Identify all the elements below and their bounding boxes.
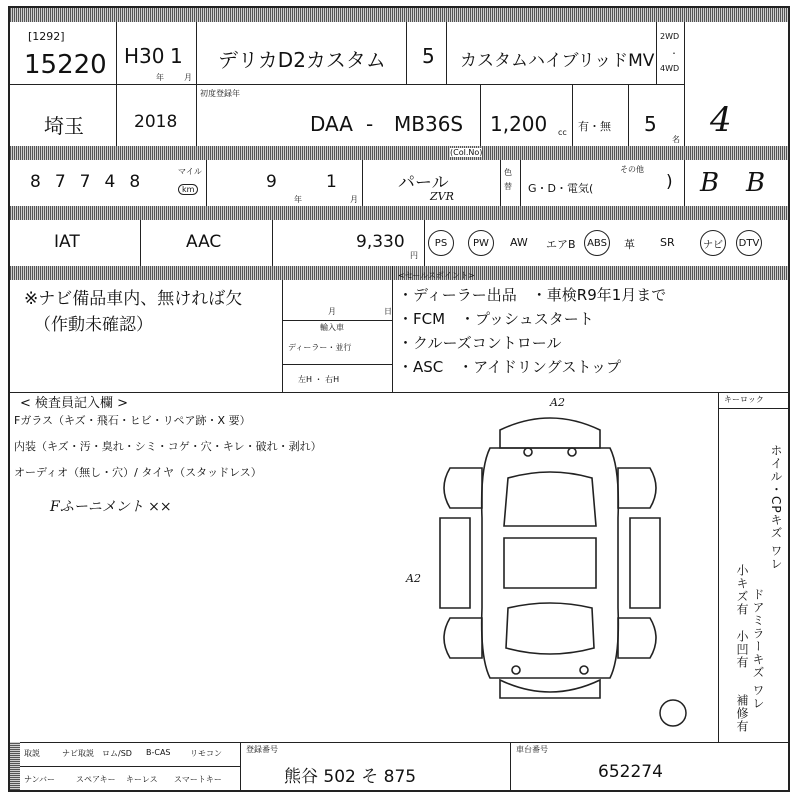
equipment-9: DTV bbox=[736, 230, 762, 256]
inspector-line-audio: オーディオ（無し・穴）/ タイヤ（スタッドレス） bbox=[14, 466, 262, 479]
side-note-dent: 小凹有 bbox=[735, 630, 749, 669]
smoking: 有・無 bbox=[578, 120, 611, 133]
sales-point-3: ・クルーズコントロール bbox=[398, 334, 562, 352]
year-era: H30 bbox=[124, 44, 165, 68]
equipment-1: PS bbox=[428, 230, 454, 256]
car-name: デリカD2カスタム bbox=[218, 48, 386, 72]
fuel-cap-circle bbox=[658, 698, 688, 728]
sales-points-title: <セールスポイント> bbox=[398, 271, 475, 280]
damage-note-left: A2 bbox=[406, 572, 421, 585]
inspector-title: < 検査員記入欄 > bbox=[20, 396, 129, 411]
drive-4wd: 4WD bbox=[660, 64, 680, 73]
exterior-grade: B bbox=[746, 168, 766, 198]
color-code-handwritten: ZVR bbox=[430, 190, 454, 203]
accessory-top-4: B-CAS bbox=[146, 748, 171, 757]
key-lock-label: キーロック bbox=[724, 395, 764, 404]
dealer-import: ディーラー・並行 bbox=[288, 343, 352, 352]
inspection-month: 1 bbox=[326, 172, 337, 192]
door-count: 5 bbox=[422, 44, 435, 68]
fuel-type: G・D・電気( bbox=[528, 182, 594, 195]
lot-label: [1292] bbox=[28, 30, 65, 43]
inspection-year: 9 bbox=[266, 172, 277, 192]
first-registration-year: 2018 bbox=[134, 112, 178, 132]
chassis-number: 652274 bbox=[598, 762, 663, 782]
note-line-2: （作動未確認） bbox=[34, 315, 153, 335]
transmission: IAT bbox=[54, 232, 80, 252]
auction-sheet: [1292] 15220 H30 1 年 月 デリカD2カスタム 5 カスタムハイブリッドMV 2WD ・ 4WD 4 埼玉 初度登録年 2018 DAA - MB36S 1,200 cc 有・無 5 名 87748 マイル km 9 年 1 月 (Col.No) パール ZVR 色替 その他 G・D・電気( ) B B IAT AAC 9,330 円 PS PW AW エアB ABS 革 SR ナビ DTV ※ナビ備品車内、無ければ欠 （作動未確認） 月 日 輸入車 ディーラー・並行 左H ・ 右H <セールスポイント> ・ディーラー出品 ・車検R9年1月まで ・FCM ・プッシュスタート ・クルーズコントロール ・ASC ・アイドリングストップ < 検査員記入欄 > Fガラス（キズ・飛石・ヒビ・リペア跡・X 要） 内装（キズ・汚・臭れ・シミ・コゲ・穴・キレ・破れ・剥れ） オーディオ（無し・穴）/ タイヤ（スタッドレス） Fふーニメント ×× A2 A2 キーロック ホイル・CPキズ ワレ ドアミラーキズ ワレ 小キズ有 小凹有 補修有 取説 ナビ取説 ロム/SD B-CAS リモコン ナンバー スペアキー キーレス スマートキー 登録番号 熊谷 502 そ 875 車台番号 652274 bbox=[8, 6, 790, 792]
damage-note-top: A2 bbox=[550, 396, 565, 409]
score: 4 bbox=[710, 100, 732, 140]
aircon: AAC bbox=[186, 232, 222, 252]
accessory-top-2: ナビ取説 bbox=[62, 749, 94, 758]
header-strip bbox=[10, 8, 788, 22]
model-prefix: DAA bbox=[310, 112, 353, 136]
handwritten-note: Fふーニメント ×× bbox=[50, 499, 172, 515]
side-note-repair: 補修有 bbox=[735, 694, 749, 733]
equipment-7: SR bbox=[660, 236, 675, 249]
side-note-mirror: ドアミラーキズ ワレ bbox=[751, 588, 765, 710]
equipment-4: エアB bbox=[546, 238, 576, 251]
drive-2wd: 2WD bbox=[660, 32, 680, 41]
inspector-line-interior: 内装（キズ・汚・臭れ・シミ・コゲ・穴・キレ・破れ・剥れ） bbox=[14, 440, 322, 453]
equipment-2: PW bbox=[468, 230, 494, 256]
steering-side: 左H ・ 右H bbox=[298, 375, 340, 384]
year-month: 1 bbox=[170, 44, 183, 68]
side-note-wheel: ホイル・CPキズ ワレ bbox=[769, 444, 783, 571]
interior-grade: B bbox=[700, 168, 720, 198]
color: パール bbox=[398, 173, 449, 193]
equipment-6: 革 bbox=[624, 238, 635, 251]
side-note-scratch: 小キズ有 bbox=[735, 564, 749, 616]
recycle-fee: 9,330 bbox=[356, 232, 405, 252]
equipment-5: ABS bbox=[584, 230, 610, 256]
accessory-bottom-1: ナンバー bbox=[24, 775, 56, 784]
sales-point-4: ・ASC ・アイドリングストップ bbox=[398, 358, 622, 376]
model-code: MB36S bbox=[394, 112, 464, 136]
region: 埼玉 bbox=[44, 114, 84, 138]
accessory-top-1: 取説 bbox=[24, 749, 40, 758]
accessory-bottom-4: スマートキー bbox=[174, 775, 222, 784]
accessory-top-3: ロム/SD bbox=[102, 749, 132, 758]
inspector-line-glass: Fガラス（キズ・飛石・ヒビ・リペア跡・X 要） bbox=[14, 414, 251, 427]
capacity: 5 bbox=[644, 112, 657, 136]
equipment-3: AW bbox=[510, 236, 528, 249]
accessory-bottom-3: キーレス bbox=[126, 775, 158, 784]
car-diagram bbox=[430, 408, 670, 718]
lot-number: 15220 bbox=[24, 50, 107, 80]
mileage-unit-km: km bbox=[178, 184, 198, 195]
equipment-8: ナビ bbox=[700, 230, 726, 256]
accessory-bottom-2: スペアキー bbox=[76, 775, 116, 784]
sales-point-2: ・FCM ・プッシュスタート bbox=[398, 310, 594, 328]
license-plate: 熊谷 502 そ 875 bbox=[284, 767, 417, 787]
sales-point-1: ・ディーラー出品 ・車検R9年1月まで bbox=[398, 286, 667, 304]
note-line-1: ※ナビ備品車内、無ければ欠 bbox=[24, 289, 243, 309]
accessory-top-5: リモコン bbox=[190, 749, 222, 758]
grade: カスタムハイブリッドMV bbox=[460, 51, 655, 71]
displacement: 1,200 bbox=[490, 112, 548, 136]
mileage: 87748 bbox=[30, 172, 155, 192]
